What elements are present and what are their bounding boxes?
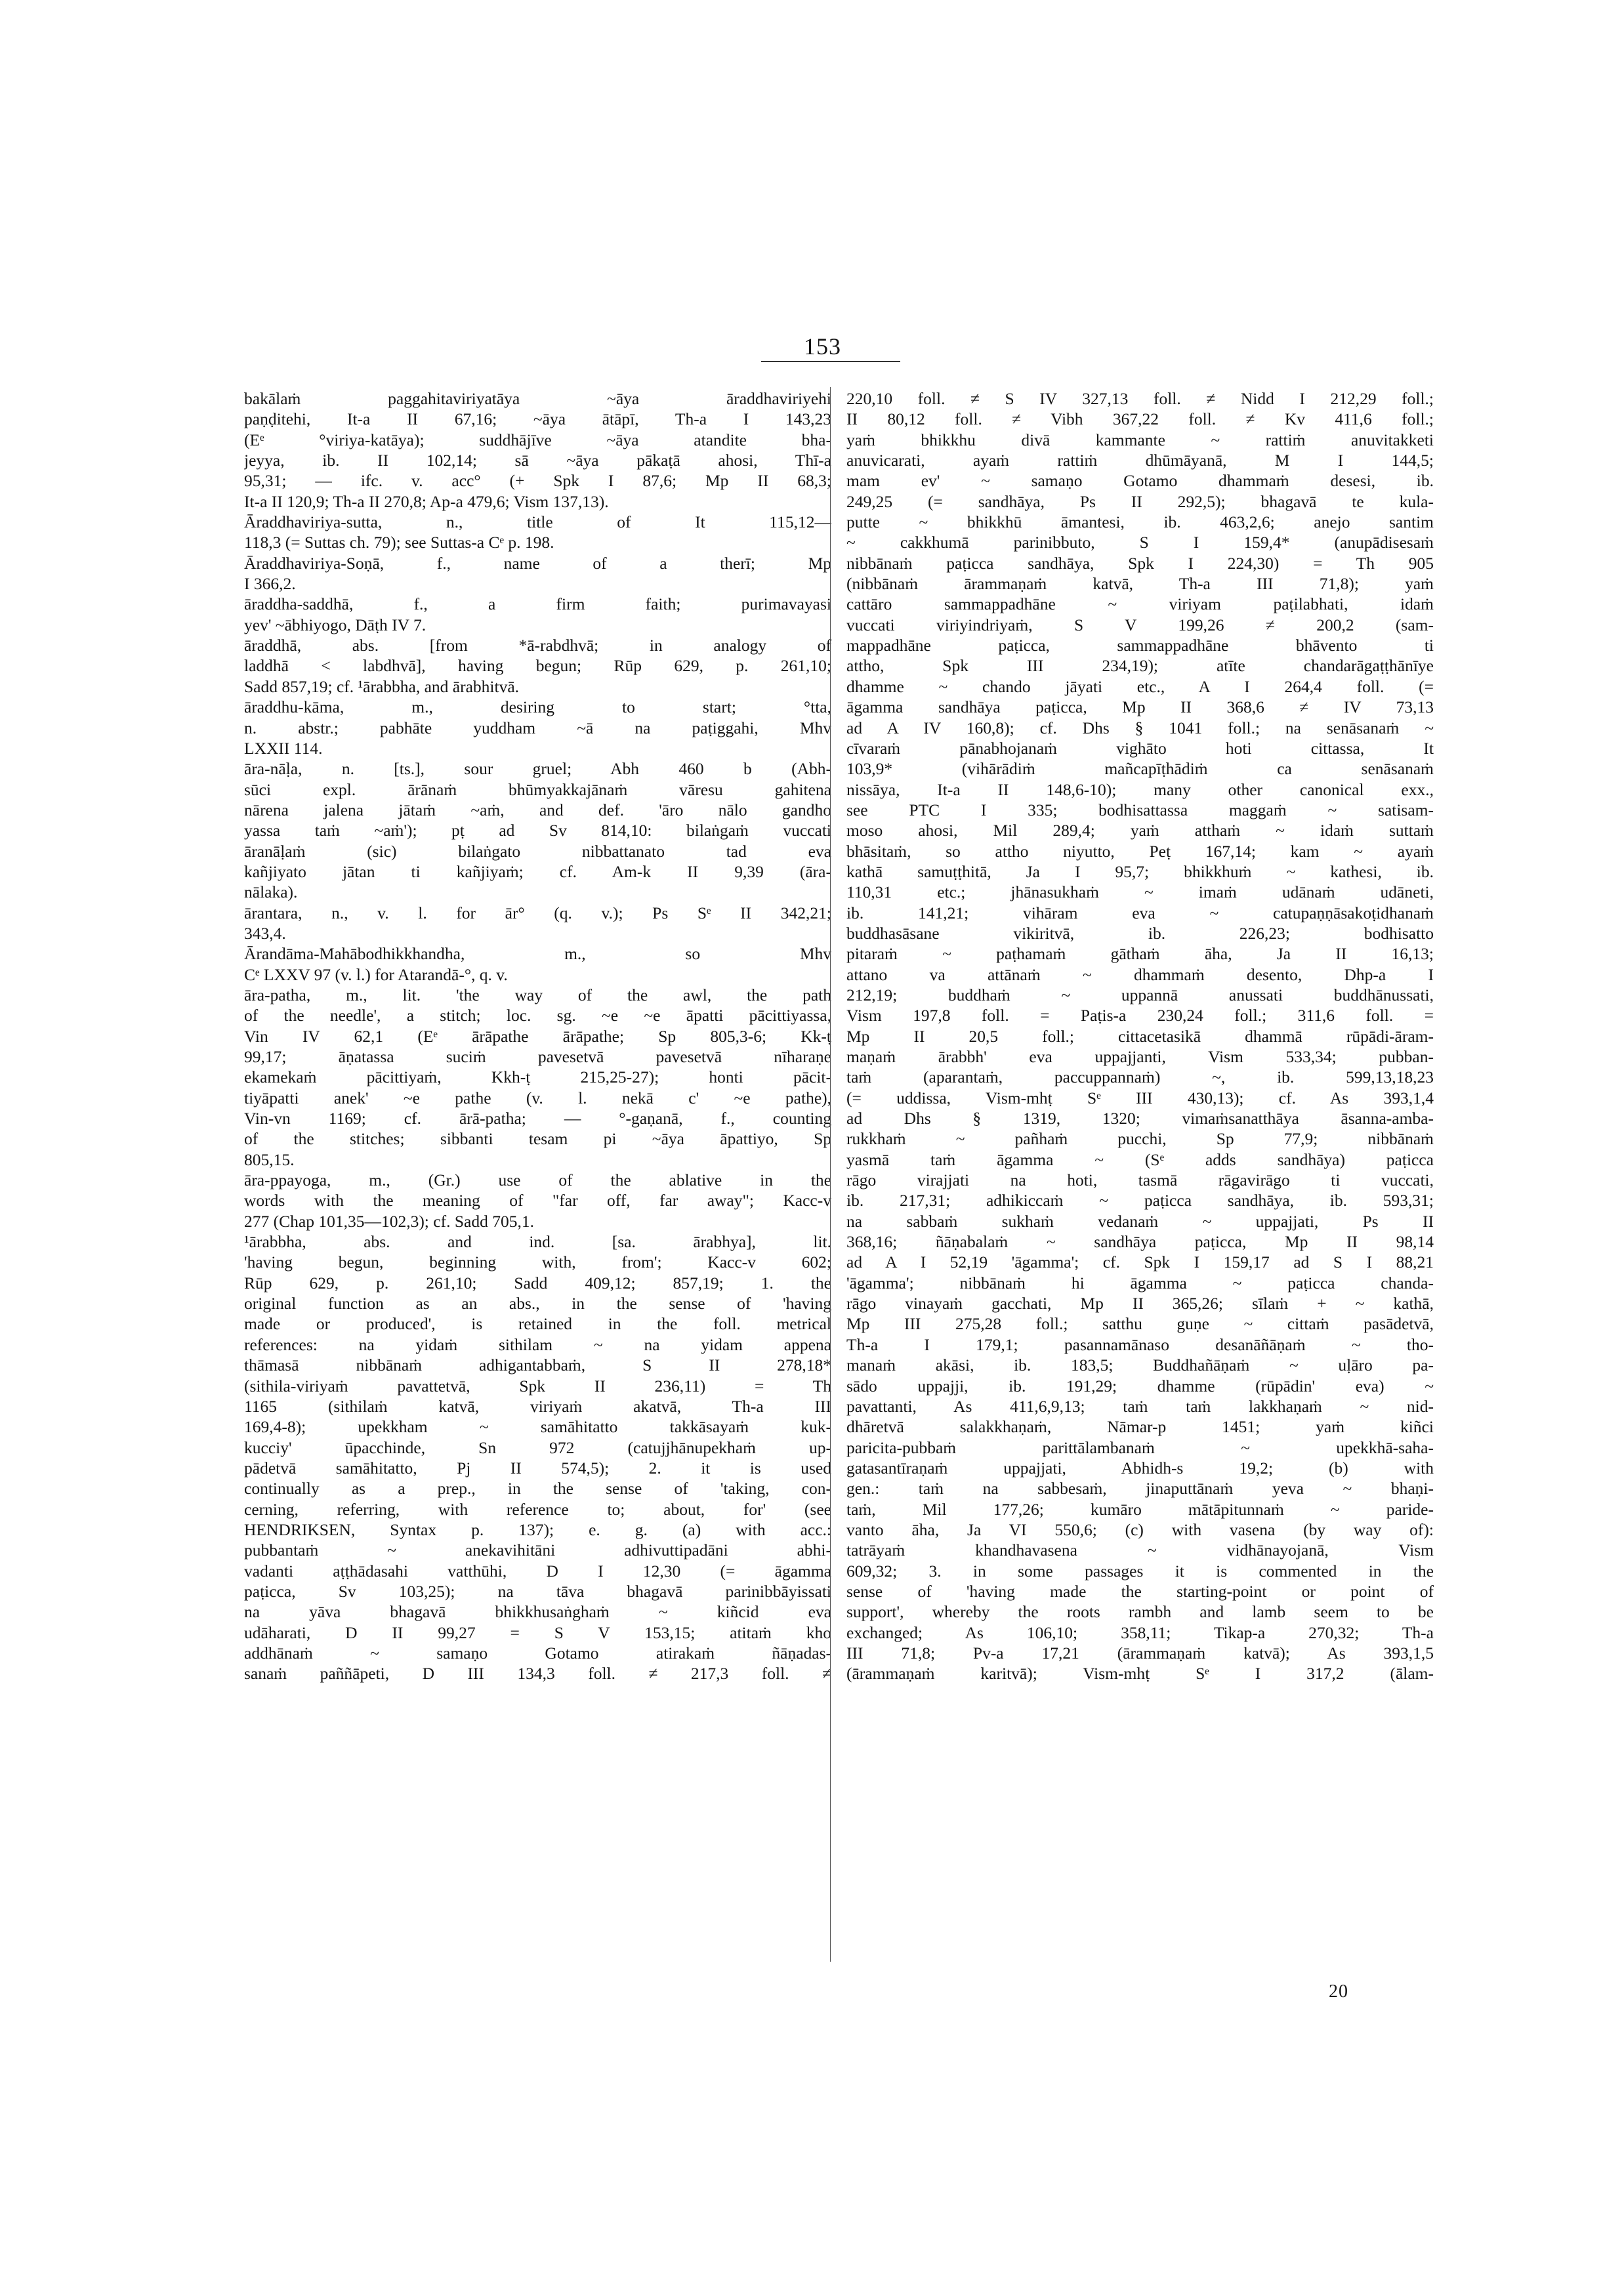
text-line: gen.: taṁ na sabbesaṁ, jinaputtānaṁ yeva ~ bhaṇi- [846,1479,1434,1499]
text-line: gatasantīraṇaṁ uppajjati, Abhidh-s 19,2; (b) with [846,1458,1434,1478]
text-line: ¹ārabbha, abs. and ind. [sa. ārabhya], lit. [244,1232,831,1252]
text-line: mappadhāne paṭicca, sammappadhāne bhāvento ti [846,636,1434,655]
text-line: paṭicca, Sv 103,25); na tāva bhagavā parinibbāyissati [244,1581,831,1601]
text-line: āraddhu-kāma, m., desiring to start; °tta, [244,697,831,717]
text-line: Ārandāma-Mahābodhikkhandha, m., so Mhv [244,944,831,964]
text-line: 1165 (sithilaṁ katvā, viriyaṁ akatvā, Th-a III [244,1396,831,1416]
text-line: addhānaṁ ~ samaṇo Gotamo atirakaṁ ñāṇadas- [244,1643,831,1663]
text-line: dhāretvā salakkhaṇaṁ, Nāmar-p 1451; yaṁ kiñci [846,1417,1434,1437]
text-line: 95,31; — ifc. v. acc° (+ Spk I 87,6; Mp II 68,3; [244,471,831,491]
text-line: 343,4. [244,923,286,943]
text-line: 249,25 (= sandhāya, Ps II 292,5); bhagavā te kula- [846,491,1434,511]
text-line: ad A I 52,19 'āgamma'; cf. Spk I 159,17 ad S I 88,21 [846,1252,1434,1272]
text-line: ib. 217,31; adhikiccaṁ ~ paṭicca sandhāya, ib. 593,31; [846,1191,1434,1210]
text-line: 103,9* (vihārādiṁ mañcapīṭhādiṁ ca senāsanaṁ [846,759,1434,779]
text-line: ~ cakkhumā parinibbuto, S I 159,4* (anupādisesaṁ [846,533,1434,552]
text-line: Vism 197,8 foll. = Paṭis-a 230,24 foll.; 311,6 foll. = [846,1006,1434,1025]
text-line: attho, Spk III 234,19); atīte chandarāgaṭṭhānīye [846,656,1434,676]
text-line: kathā samuṭṭhitā, Ja I 95,7; bhikkhuṁ ~ kathesi, ib. [846,861,1434,881]
text-line: bakālaṁ paggahitaviriyatāya ~āya āraddhaviriyehi [244,389,831,408]
text-line: 609,32; 3. in some passages it is commented in the [846,1561,1434,1581]
text-line: of the stitches; sibbanti tesam pi ~āya āpattiyo, Sp [244,1129,831,1149]
text-line: Vin-vn 1169; cf. ārā-patha; — °-gaṇanā, f., counting [244,1109,831,1128]
text-line: pādetvā samāhitatto, Pj II 574,5); 2. it is used [244,1458,831,1478]
text-line: jeyya, ib. II 102,14; sā ~āya pākaṭā ahosi, Thī-a [244,451,831,470]
text-line: mam ev' ~ samaṇo Gotamo dhammaṁ desesi, ib. [846,471,1434,491]
text-line: see PTC I 335; bodhisattassa maggaṁ ~ satisam- [846,800,1434,819]
text-line: I 366,2. [244,574,296,594]
text-line: Āraddhaviriya-sutta, n., title of It 115,12— [244,512,831,532]
text-line: 110,31 etc.; jhānasukhaṁ ~ imaṁ udānaṁ udāneti, [846,882,1434,902]
text-line: vanto āha, Ja VI 550,6; (c) with vasena (by way of): [846,1520,1434,1539]
text-line: (Eᵉ °viriya-katāya); suddhājīve ~āya atandite bha- [244,430,831,449]
text-line: taṁ, Mil 177,26; kumāro mātāpitunnaṁ ~ paride- [846,1499,1434,1519]
text-line: cīvaraṁ pānabhojanaṁ vighāto hoti cittassa, It [846,738,1434,758]
text-line: Vin IV 62,1 (Eᵉ ārāpathe ārāpathe; Sp 805,3-6; Kk-ṭ [244,1026,831,1046]
text-line: 99,17; āṇatassa suciṁ pavesetvā pavesetvā nīharaṇe [244,1047,831,1066]
text-line: manaṁ akāsi, ib. 183,5; Buddhañāṇaṁ ~ uḷāro pa- [846,1355,1434,1375]
text-line: 'āgamma'; nibbānaṁ hi āgamma ~ paṭicca chanda- [846,1273,1434,1292]
text-line: na sabbaṁ sukhaṁ vedanaṁ ~ uppajjati, Ps II [846,1211,1434,1231]
text-line: 118,3 (= Suttas ch. 79); see Suttas-a Cᵉ p. 198. [244,533,554,552]
text-line: continually as a prep., in the sense of 'taking, con- [244,1479,831,1499]
text-line: yev' ~ābhiyogo, Dāṭh IV 7. [244,615,427,634]
text-line: II 80,12 foll. ≠ Vibh 367,22 foll. ≠ Kv 411,6 foll.; [846,409,1434,429]
left-column [244,388,831,1684]
text-line: of the needle', a stitch; loc. sg. ~e ~e āpatti pācittiyassa, [244,1006,831,1025]
text-line: 169,4-8); upekkham ~ samāhitatto takkāsayaṁ kuk- [244,1417,831,1437]
text-line: āgamma sandhāya paṭicca, Mp II 368,6 ≠ IV 73,13 [846,697,1434,717]
text-line: thāmasā nibbānaṁ adhigantabbaṁ, S II 278,18* [244,1355,831,1375]
text-line: Th-a I 179,1; pasannamānaso desanāñāṇaṁ ~ tho- [846,1334,1434,1354]
text-line: moso ahosi, Mil 289,4; yaṁ atthaṁ ~ idaṁ suttaṁ [846,821,1434,840]
text-line: dhamme ~ chando jāyati etc., A I 264,4 foll. (= [846,676,1434,696]
text-line: vuccati viriyindriyaṁ, S V 199,26 ≠ 200,2 (sam- [846,615,1434,634]
text-line: na yāva bhagavā bhikkhusaṅghaṁ ~ kiñcid eva [244,1602,831,1622]
text-line: HENDRIKSEN, Syntax p. 137); e. g. (a) with acc.: [244,1520,831,1539]
text-line: āra-patha, m., lit. 'the way of the awl, the path [244,985,831,1004]
text-line: rāgo virajjati na hoti, tasmā rāgavirāgo ti vuccati, [846,1170,1434,1190]
text-line: ad Dhs § 1319, 1320; vimaṁsanatthāya āsanna-amba- [846,1109,1434,1128]
text-line: rukkhaṁ ~ pañhaṁ pucchi, Sp 77,9; nibbānaṁ [846,1129,1434,1149]
text-line: yasmā taṁ āgamma ~ (Sᵉ adds sandhāya) paṭicca [846,1149,1434,1169]
text-line: cerning, referring, with reference to; about, for' (see [244,1499,831,1519]
page-number-rule [761,361,900,362]
text-line: nālaka). [244,882,298,902]
text-line: III 71,8; Pv-a 17,21 (ārammaṇaṁ katvā); As 393,1,5 [846,1643,1434,1663]
text-line: Cᵉ LXXV 97 (v. l.) for Atarandā-°, q. v. [244,964,508,984]
text-line: kucciy' ūpacchinde, Sn 972 (catujjhānupekhaṁ up- [244,1437,831,1457]
text-line: 212,19; buddhaṁ ~ uppannā anussati buddhānussati, [846,985,1434,1004]
text-line: rāgo vinayaṁ gacchati, Mp II 365,26; sīlaṁ + ~ kathā, [846,1294,1434,1313]
text-line: udāharati, D II 99,27 = S V 153,15; atitaṁ kho [244,1623,831,1642]
text-line: Āraddhaviriya-Soṇā, f., name of a therī; Mp [244,553,831,573]
text-line: ekamekaṁ pācittiyaṁ, Kkh-ṭ 215,25-27); honti pācit- [244,1067,831,1087]
text-line: āra-ppayoga, m., (Gr.) use of the ablative in the [244,1170,831,1190]
text-line: exchanged; As 106,10; 358,11; Tikap-a 270,32; Th-a [846,1623,1434,1642]
text-line: 277 (Chap 101,35—102,3); cf. Sadd 705,1. [244,1211,534,1231]
text-line: nārena jalena jātaṁ ~aṁ, and def. 'āro nālo gandho [244,800,831,819]
text-line: pubbantaṁ ~ anekavihitāni adhivuttipadāni abhi- [244,1540,831,1560]
text-line: references: na yidaṁ sithilam ~ na yidam appena [244,1334,831,1354]
text-line: paṇḍitehi, It-a II 67,16; ~āya ātāpī, Th-a I 143,23 [244,409,831,429]
text-line: nissāya, It-a II 148,6-10); many other canonical exx., [846,779,1434,799]
text-line: tatrāyaṁ khandhavasena ~ vidhānayojanā, Vism [846,1540,1434,1560]
text-line: putte ~ bhikkhū āmantesi, ib. 463,2,6; anejo santim [846,512,1434,532]
text-line: āraddhā, abs. [from *ā-rabdhvā; in analogy of [244,636,831,655]
text-line: pitaraṁ ~ paṭhamaṁ gāthaṁ āha, Ja II 16,13; [846,944,1434,964]
text-line: (= uddissa, Vism-mhṭ Sᵉ III 430,13); cf. As 393,1,4 [846,1088,1434,1107]
text-line: yaṁ bhikkhu divā kammante ~ rattiṁ anuvitakketi [846,430,1434,449]
text-line: buddhasāsane vikiritvā, ib. 226,23; bodhisatto [846,923,1434,943]
text-line: original function as an abs., in the sense of 'having [244,1294,831,1313]
signature-mark: 20 [1329,1981,1348,2002]
text-line: ārantara, n., v. l. for ār° (q. v.); Ps Sᵉ II 342,21; [244,903,831,922]
text-line: made or produced', is retained in the foll. metrical [244,1314,831,1334]
text-line: 368,16; ñāṇabalaṁ ~ sandhāya paṭicca, Mp II 98,14 [846,1232,1434,1252]
text-line: LXXII 114. [244,738,323,758]
text-line: Mp II 20,5 foll.; cittacetasikā dhammā rūpādi-āram- [846,1026,1434,1046]
text-line: bhāsitaṁ, so attho niyutto, Peṭ 167,14; kam ~ ayaṁ [846,841,1434,861]
text-line: attano va attānaṁ ~ dhammaṁ desento, Dhp-a I [846,964,1434,984]
text-line: Sadd 857,19; cf. ¹ārabbha, and ārabhitvā. [244,676,520,696]
text-line: taṁ (aparantaṁ, paccuppannaṁ) ~, ib. 599,13,18,23 [846,1067,1434,1087]
text-line: Mp III 275,28 foll.; satthu guṇe ~ cittaṁ pasādetvā, [846,1314,1434,1334]
text-line: yassa taṁ ~aṁ'); pṭ ad Sv 814,10: bilaṅgaṁ vuccati [244,821,831,840]
page-number: 153 [804,333,841,360]
text-line: laddhā < labdhvā], having begun; Rūp 629, p. 261,10; [244,656,831,676]
text-line: āra-nāḷa, n. [ts.], sour gruel; Abh 460 b (Abh- [244,759,831,779]
text-line: tiyāpatti anek' ~e pathe (v. l. nekā c' ~e pathe), [244,1088,831,1107]
text-line: ib. 141,21; vihāram eva ~ catupaṇṇāsakoṭidhanaṁ [846,903,1434,922]
text-line: sādo uppajji, ib. 191,29; dhamme (rūpādin' eva) ~ [846,1376,1434,1396]
text-line: sense of 'having made the starting-point or point of [846,1581,1434,1601]
text-line: pavattanti, As 411,6,9,13; taṁ taṁ lakkhaṇaṁ ~ nid- [846,1396,1434,1416]
text-line: (ārammaṇaṁ karitvā); Vism-mhṭ Sᵉ I 317,2 (ālam- [846,1664,1434,1684]
text-line: n. abstr.; pabhāte yuddham ~ā na paṭiggahi, Mhv [244,718,831,737]
text-line: ad A IV 160,8); cf. Dhs § 1041 foll.; na senāsanaṁ ~ [846,718,1434,737]
text-line: cattāro sammappadhāne ~ viriyam paṭilabhati, idaṁ [846,594,1434,614]
text-line: (sithila-viriyaṁ pavattetvā, Spk II 236,11) = Th [244,1376,831,1396]
text-line: āraddha-saddhā, f., a firm faith; purimavayasi [244,594,831,614]
text-line: anuvicarati, ayaṁ rattiṁ dhūmāyanā, M I 144,5; [846,451,1434,470]
text-line: kañjiyato jātan ti kañjiyaṁ; cf. Am-k II 9,39 (āra- [244,861,831,881]
text-line: 220,10 foll. ≠ S IV 327,13 foll. ≠ Nidd I 212,29 foll.; [846,389,1434,408]
text-line: It-a II 120,9; Th-a II 270,8; Ap-a 479,6; Vism 137,13). [244,491,609,511]
text-line: words with the meaning of "far off, far away"; Kacc-v [244,1191,831,1210]
text-line: Rūp 629, p. 261,10; Sadd 409,12; 857,19; 1. the [244,1273,831,1292]
text-line: āranāḷaṁ (sic) bilaṅgato nibbattanato tad eva [244,841,831,861]
text-line: nibbānaṁ paṭicca sandhāya, Spk I 224,30) = Th 905 [846,553,1434,573]
text-line: support', whereby the roots rambh and lamb seem to be [846,1602,1434,1622]
text-line: 805,15. [244,1149,295,1169]
text-line: paricita-pubbaṁ parittālambanaṁ ~ upekkhā-saha- [846,1437,1434,1457]
text-line: vadanti aṭṭhādasahi vatthūhi, D I 12,30 (= āgamma [244,1561,831,1581]
text-line: sūci expl. ārānaṁ bhūmyakkajānaṁ vāresu gahitena [244,779,831,799]
text-line: 'having begun, beginning with, from'; Kacc-v 602; [244,1252,831,1272]
column-divider [830,387,831,1962]
text-line: (nibbānaṁ ārammaṇaṁ katvā, Th-a III 71,8); yaṁ [846,574,1434,594]
text-line: maṇaṁ ārabbh' eva uppajjanti, Vism 533,34; pubban- [846,1047,1434,1066]
text-line: sanaṁ paññāpeti, D III 134,3 foll. ≠ 217,3 foll. ≠ [244,1664,831,1684]
right-column [846,388,1434,1684]
